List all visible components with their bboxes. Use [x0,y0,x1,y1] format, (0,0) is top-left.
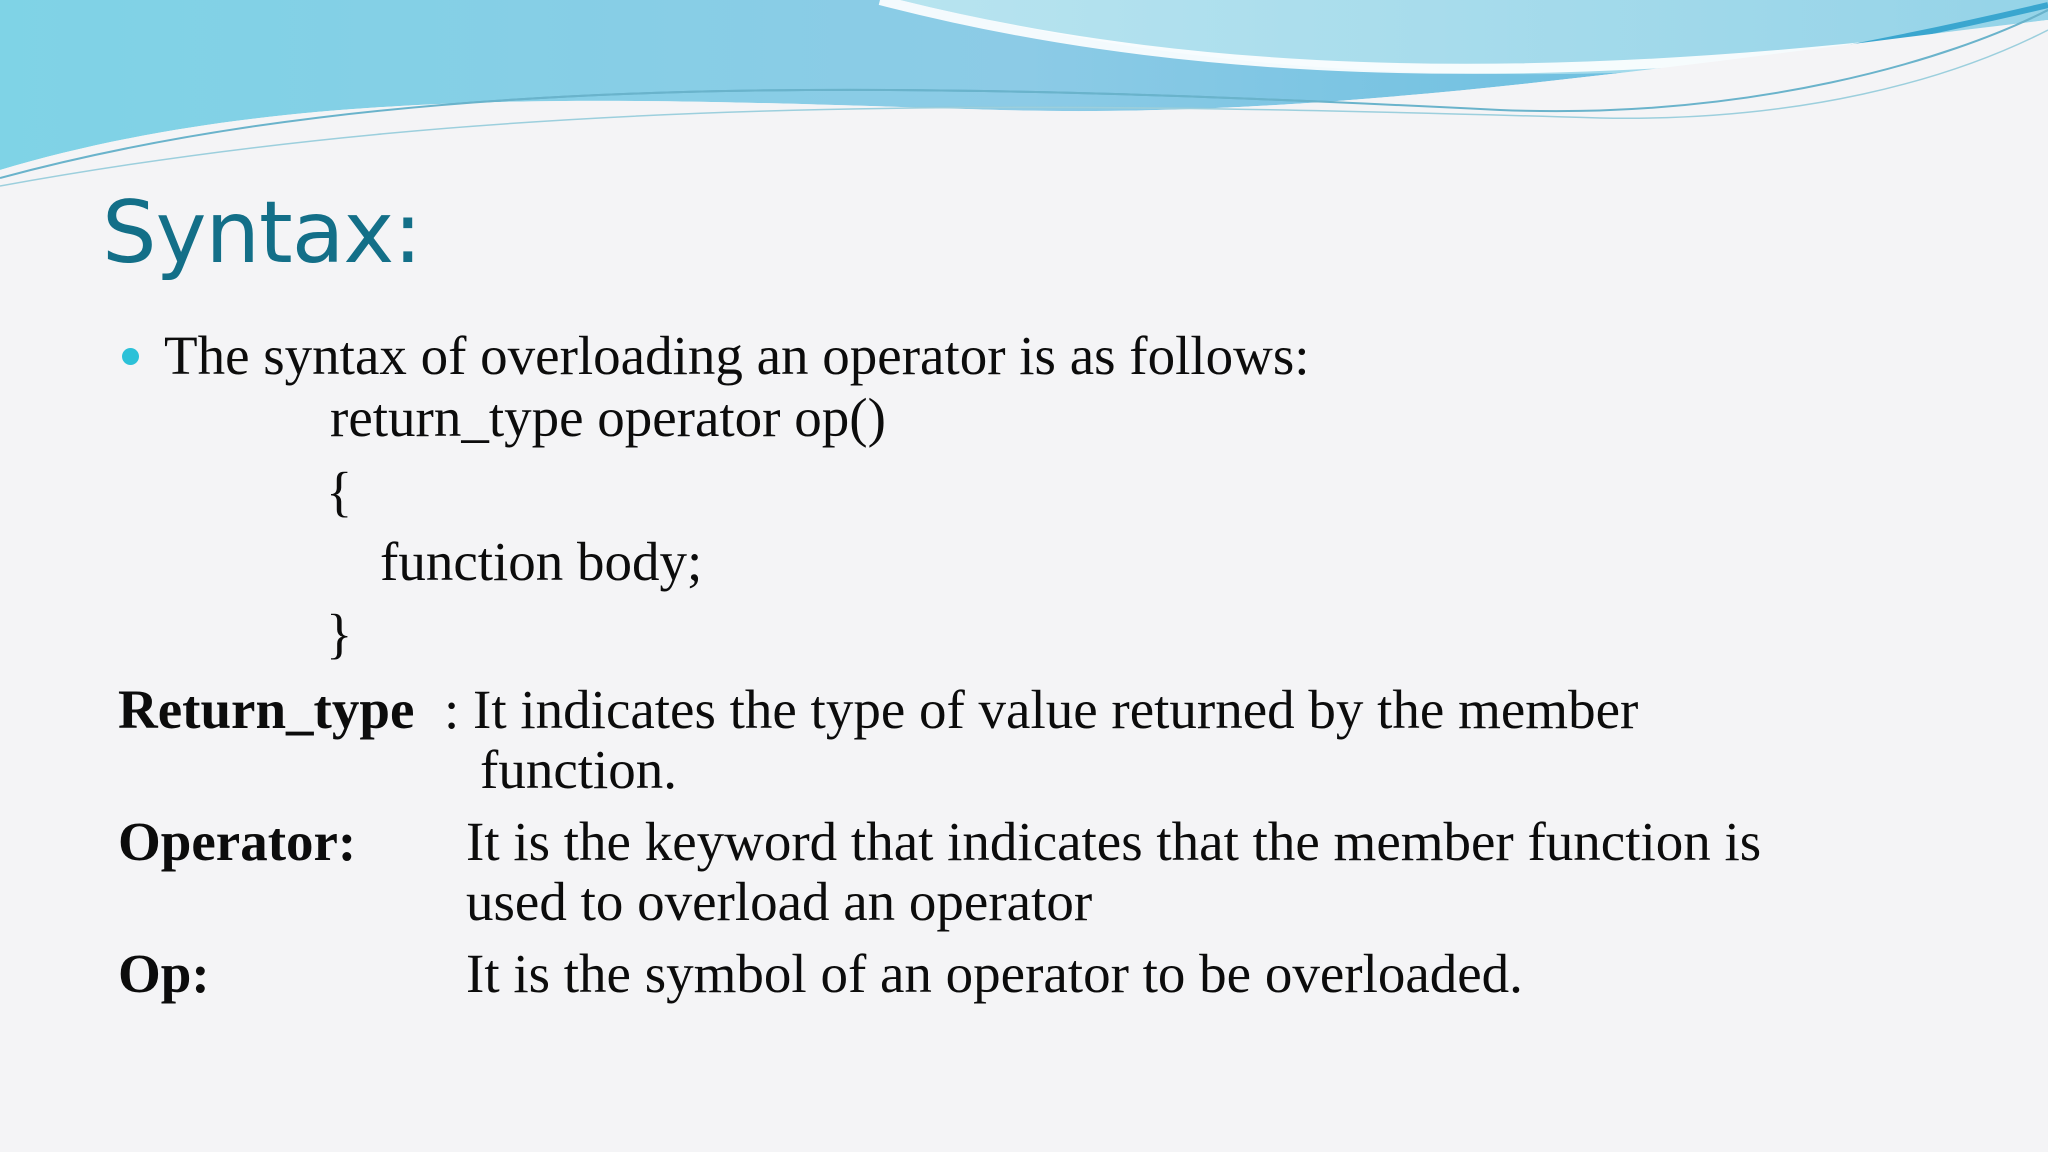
desc-return-type-line1: : It indicates the type of value returned by the member [444,679,1639,740]
code-open-brace: { [326,461,353,522]
bullet-text: The syntax of overloading an operator is as follows: [164,325,1310,386]
desc-return-type-line2: function. [480,739,678,800]
bullet-dot-icon [122,348,139,365]
code-close-brace: } [326,603,353,664]
header-wave-decoration [0,0,2048,200]
slide-title: Syntax: [102,183,422,283]
term-operator: Operator: [118,811,357,872]
desc-operator-line2: used to overload an operator [466,871,1093,932]
term-op: Op: [118,943,210,1004]
code-signature: return_type operator op() [330,387,886,448]
desc-op-line1: It is the symbol of an operator to be overloaded. [466,943,1523,1004]
term-return-type: Return_type [118,679,415,740]
desc-operator-line1: It is the keyword that indicates that the member function is [466,811,1762,872]
code-body: function body; [380,531,703,592]
